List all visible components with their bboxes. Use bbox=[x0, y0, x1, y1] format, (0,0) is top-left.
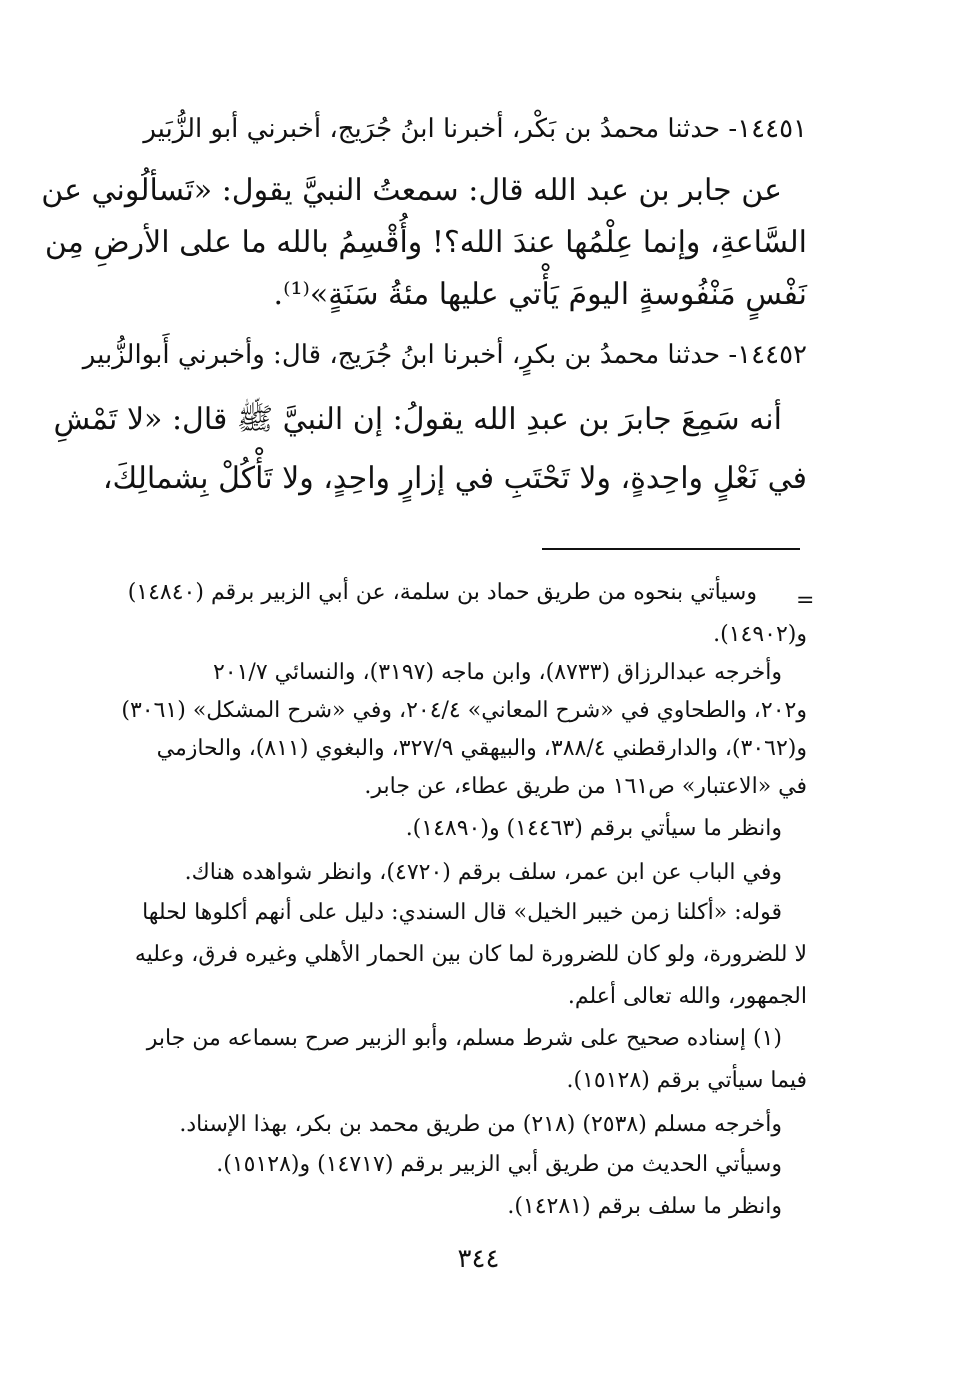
footnote-line-15: وسيأتي الحديث من طريق أبي الزبير برقم (١٤٧١٧) و(١٥١٢٨). bbox=[216, 1152, 782, 1177]
footnote-continuation-mark: = bbox=[796, 588, 815, 613]
footnote-line-10: لا للضرورة، ولو كان للضرورة لما كان بين الحمار الأهلي وغيره فرق، وعليه bbox=[134, 942, 807, 967]
footnote-line-14: وأخرجه مسلم (٢٥٣٨) (٢١٨) من طريق محمد بن بكر، بهذا الإسناد. bbox=[179, 1112, 782, 1137]
hadith-14452-line-3: في نَعْلٍ واحِدةٍ، ولا تَحْتَبِ في إزارٍ واحِدٍ، ولا تَأْكُلْ بِشمالِكَ، bbox=[102, 461, 807, 496]
footnote-line-12: (١) إسناده صحيح على شرط مسلم، وأبو الزبير صرح بسماعه من جابر bbox=[146, 1026, 782, 1051]
footnote-line-8: وفي الباب عن ابن عمر، سلف برقم (٤٧٢٠)، وانظر شواهده هناك. bbox=[184, 860, 782, 885]
footnote-line-13: فيما سيأتي برقم (١٥١٢٨). bbox=[566, 1068, 807, 1093]
hadith-14452-line-1: ١٤٤٥٢- حدثنا محمدُ بن بكرٍ، أخبرنا ابنُ جُرَيج، قال: وأخبرني أَبوالزُّبير bbox=[82, 340, 807, 370]
hadith-14451-line-2: عن جابر بن عبد الله قال: سمعتُ النبيَّ يقول: «تَسألُوني عن bbox=[41, 173, 782, 208]
footnote-line-2: و(١٤٩٠٢). bbox=[713, 622, 807, 647]
footnote-line-1: وسيأتي بنحوه من طريق حماد بن سلمة، عن أبي الزبير برقم (١٤٨٤٠) bbox=[127, 580, 757, 605]
footnote-line-9: قوله: «أكلنا زمن خيبر الخيل» قال السندي: دليل على أنهم أكلوها لحلها bbox=[142, 900, 782, 925]
hadith-14451-line-3: السَّاعةِ، وإنما عِلْمُها عندَ الله؟! وأُقْسِمُ بالله ما على الأرضِ مِن bbox=[44, 225, 807, 260]
hadith-14451-line-4: نَفْسٍ مَنْفُوسةٍ اليومَ يَأْتي عليها مئةُ سَنَةٍ»⁽¹⁾. bbox=[273, 277, 807, 312]
hadith-14452-line-2: أنه سَمِعَ جابرَ بن عبدِ الله يقولُ: إن النبيَّ ﷺ قال: «لا تَمْشِ bbox=[53, 402, 782, 437]
footnote-line-3: وأخرجه عبدالرزاق (٨٧٣٣)، وابن ماجه (٣١٩٧)، والنسائي ٢٠١/٧ bbox=[212, 660, 782, 685]
footnote-line-4: و٢٠٢، والطحاوي في «شرح المعاني» ٢٠٤/٤، وفي «شرح المشكل» (٣٠٦١) bbox=[121, 698, 807, 723]
footnote-line-7: وانظر ما سيأتي برقم (١٤٤٦٣) و(١٤٨٩٠). bbox=[405, 816, 782, 841]
hadith-14451-line-1: ١٤٤٥١- حدثنا محمدُ بن بَكْر، أخبرنا ابنُ جُرَيج، أخبرني أبو الزُّبَير bbox=[143, 114, 807, 144]
page-number: ٣٤٤ bbox=[457, 1244, 500, 1274]
footnote-line-11: الجمهور، والله تعالى أعلم. bbox=[567, 984, 807, 1009]
footnote-line-16: وانظر ما سلف برقم (١٤٢٨١). bbox=[507, 1194, 782, 1219]
footnote-separator bbox=[542, 548, 800, 550]
footnote-line-6: في «الاعتبار» ص١٦١ من طريق عطاء، عن جابر. bbox=[364, 774, 807, 799]
footnote-line-5: و(٣٠٦٢)، والدارقطني ٣٨٨/٤، والبيهقي ٣٢٧/٩، والبغوي (٨١١)، والحازمي bbox=[156, 736, 807, 761]
